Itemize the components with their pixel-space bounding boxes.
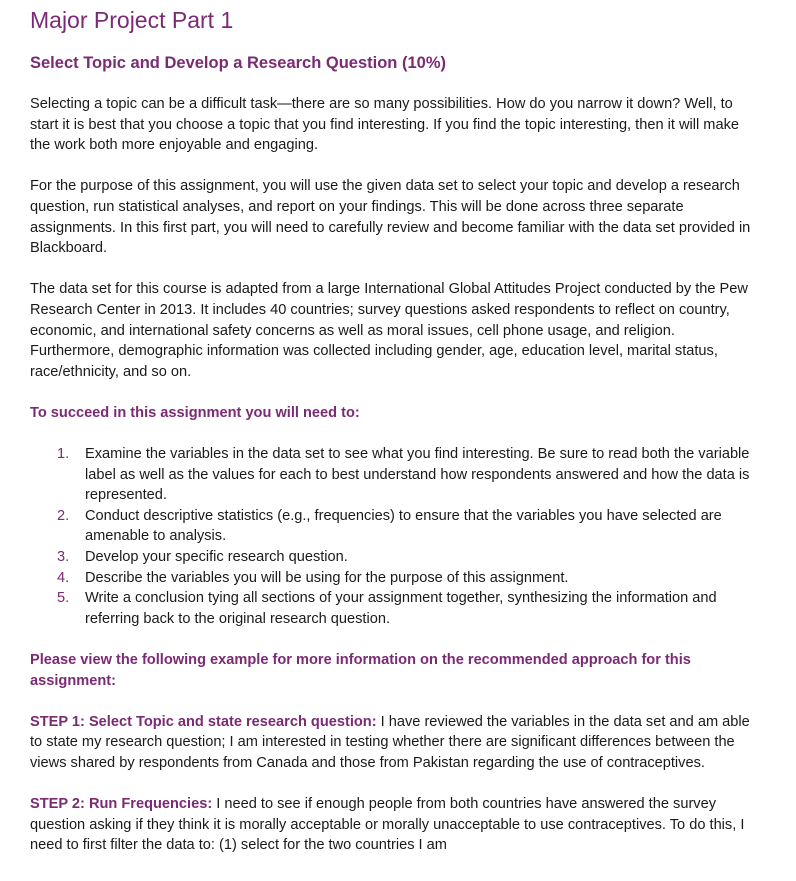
purpose-paragraph: For the purpose of this assignment, you will use the given data set to select your topic and develop a research question, run statistical analyses, and report on your findings. This will be done across three separate assignments. In this first part, you will need to carefully review and become familiar with the data set provided in Blackboard. — [30, 178, 751, 257]
list-number: 1. — [57, 446, 70, 463]
section-subtitle: Select Topic and Develop a Research Question (10%) — [30, 54, 446, 72]
list-number: 2. — [57, 507, 70, 524]
list-number: 3. — [57, 549, 70, 566]
succeed-heading: To succeed in this assignment you will need to: — [30, 404, 360, 421]
list-item-text: Describe the variables you will be using for the purpose of this assignment. — [85, 569, 569, 586]
step1-label: STEP 1: Select Topic and state research question: — [30, 713, 377, 730]
list-item-text: Develop your specific research question. — [85, 549, 348, 566]
list-item — [30, 588, 760, 629]
step2-text: I need to see if enough people from both countries have answered the survey question asking if they think it is morally acceptable or morally unacceptable to use contraceptives. To do this, I need to first filter the data to: (1) select for the two countries I am — [30, 796, 745, 854]
intro-paragraph: Selecting a topic can be a difficult task—there are so many possibilities. How do you narrow it down? Well, to start it is best that you choose a topic that you find interesting. If you find the topic interesting, then it will make the work both more enjoyable and engaging. — [30, 96, 739, 154]
list-item-text: Write a conclusion tying all sections of your assignment together, synthesizing the information and referring back to the original research question. — [85, 590, 717, 627]
list-item-text: Conduct descriptive statistics (e.g., frequencies) to ensure that the variables you have selected are amenable to analysis. — [85, 507, 722, 545]
page-title: Major Project Part 1 — [30, 7, 234, 33]
example-heading: Please view the following example for more information on the recommended approach for this assignment: — [30, 652, 691, 689]
list-item — [30, 444, 760, 506]
step1-paragraph — [30, 712, 760, 774]
list-item — [30, 547, 760, 568]
document-page — [30, 0, 760, 856]
list-number: 5. — [57, 590, 70, 607]
steps-list — [30, 444, 760, 629]
dataset-paragraph: The data set for this course is adapted from a large International Global Attitudes Project conducted by the Pew Research Center in 2013. It includes 40 countries; survey questions asked respondents to reflect on country, economic, and international safety concerns as well as moral issues, cell phone usage, and religion. Furthermore, demographic information was collected including gender, age, education level, marital status, race/ethnicity, and so on. — [30, 281, 748, 380]
step2-label: STEP 2: Run Frequencies: — [30, 796, 213, 813]
list-item — [30, 568, 760, 589]
step2-paragraph — [30, 794, 760, 856]
list-item — [30, 506, 760, 547]
list-number: 4. — [57, 569, 70, 586]
step1-text: I have reviewed the variables in the data set and am able to state my research question; I am interested in testing whether there are significant differences between the views shared by respondents from Canada and those from Pakistan regarding the use of contraceptives. — [30, 713, 750, 771]
list-item-text: Examine the variables in the data set to see what you find interesting. Be sure to read both the variable label as well as the values for each to best understand how respondents answered and how the data is represented. — [85, 446, 750, 504]
